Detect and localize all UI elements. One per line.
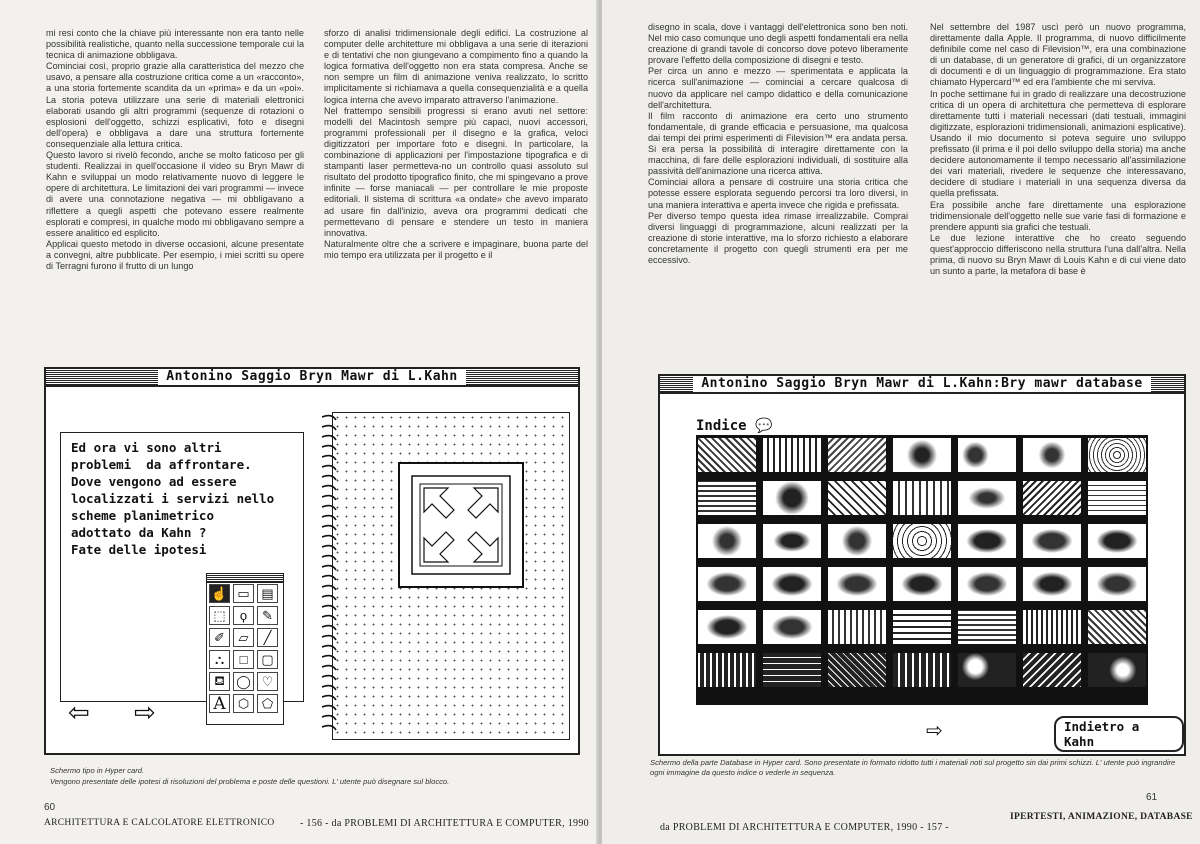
thumbnail[interactable] — [828, 481, 886, 515]
browse-hand-icon[interactable]: ☝ — [209, 584, 230, 603]
thumbnail[interactable] — [1023, 481, 1081, 515]
paragraph: Per circa un anno e mezzo — sperimentata e applicata la ricerca sull'animazione — cominciai a cercare qualcosa di nuovo da applicare nel campo didattico e della comunicazione dell'architettura. — [648, 66, 908, 110]
button-tool-icon[interactable]: ▭ — [233, 584, 254, 603]
page-number: 61 — [1146, 792, 1158, 803]
pencil-tool-icon[interactable]: ✎ — [257, 606, 278, 625]
polygon-tool-icon[interactable]: ⬡ — [233, 694, 254, 713]
rounded-rect-tool-icon[interactable]: ▢ — [257, 650, 278, 669]
select-tool-icon[interactable]: ⬚ — [209, 606, 230, 625]
next-card-arrow-icon[interactable]: ⇨ — [134, 697, 156, 727]
figure-caption: Vengono presentate delle ipotesi di risoluzioni del problema e poste delle questioni. L' utente può disegnare sul blocco. — [50, 777, 450, 786]
tool-palette — [206, 573, 284, 725]
window-title-bar[interactable] — [660, 376, 1184, 394]
thumbnail[interactable] — [828, 653, 886, 687]
window-title: Antonino Saggio Bryn Mawr di L.Kahn:Bry mawr database — [693, 376, 1150, 392]
previous-card-arrow-icon[interactable]: ⇦ — [68, 697, 90, 727]
index-heading — [696, 418, 772, 434]
lasso-tool-icon[interactable]: ϙ — [233, 606, 254, 625]
thumbnail[interactable] — [698, 481, 756, 515]
right-text-column-2 — [930, 22, 1186, 344]
thumbnail[interactable] — [828, 567, 886, 601]
paragraph: Le due lezione interattive che ho creato seguendo quest'approccio differiscono nella struttura l'una dall'altra. Nella prima, di nuovo su Bryn Mawr di Louis Kahn e di cui viene dato un sunto a parte, la metafora di base è — [930, 232, 1186, 277]
window-title: Antonino Saggio Bryn Mawr di L.Kahn — [158, 369, 465, 385]
thumbnail[interactable] — [763, 481, 821, 515]
thumbnail[interactable] — [698, 438, 756, 472]
thumbnail[interactable] — [893, 567, 951, 601]
thumbnail[interactable] — [1088, 438, 1146, 472]
oval-tool-icon[interactable]: ◯ — [233, 672, 254, 691]
thumbnail[interactable] — [763, 610, 821, 644]
thumbnail[interactable] — [1023, 438, 1081, 472]
thumbnail[interactable] — [698, 610, 756, 644]
back-to-kahn-button[interactable]: Indietro a Kahn — [1054, 716, 1184, 752]
paragraph: Cominciai allora a pensare di costruire una storia critica che potesse essere esplorata seguendo percorsi tra loro diversi, in una maniera interattiva e aperta invece che rigida e prefissata. — [648, 177, 908, 210]
paragraph: Cominciai così, proprio grazie alla caratteristica del mezzo che usavo, a pensare alla costruzione critica come a un «racconto», a una storia fortemente scandita da un «prima» e da un «poi». La storia poteva utilizzare una serie di materiali elettronici elaborati usando gli altri programmi (sequenze di rotazioni o esplosioni dell'oggetto, schizzi esplicativi, foto e disegni dell'opera) e obbligava a dare una struttura fortemente consequenziale alla lettura critica. — [46, 61, 304, 149]
hypercard-window — [44, 367, 580, 755]
paragraph: Applicai questo metodo in diverse occasioni, alcune presentate a convegni, altre pubblicate. Per esempio, i miei scritti su opere di Terragni furono il frutto di un lungo — [46, 238, 304, 271]
right-text-column-1 — [648, 22, 908, 344]
thumbnail[interactable] — [1088, 610, 1146, 644]
thumbnail[interactable] — [893, 438, 951, 472]
paragraph: Nel settembre del 1987 uscì però un nuovo programma, direttamente dalla Apple. Il programma, di nuovo difficilmente definibile come nel caso di Filevision™, era una combinazione di un database, di un generatore di grafici, di un organizzatore di documenti e di un linguaggio di programmazione. Era stato chiamato Hypercard™ ed era l'ambiente che mi serviva. — [930, 22, 1186, 88]
running-footer-right: IPERTESTI, ANIMAZIONE, DATABASE — [1010, 812, 1193, 822]
paragraph: Naturalmente oltre che a scrivere e impaginare, buona parte del mio tempo era utilizzata per il progetto e il — [324, 238, 588, 260]
thumbnail[interactable] — [763, 567, 821, 601]
thumbnail[interactable] — [1023, 653, 1081, 687]
running-footer-source: - 156 - da PROBLEMI DI ARCHITETTURA E COMPUTER, 1990 — [300, 818, 589, 829]
window-title-bar[interactable] — [46, 369, 578, 387]
paragraph: In poche settimane fui in grado di realizzare una decostruzione critica di un opera di architettura che permetteva di esplorare direttamente tutti i materiali necessari (dati testuali, immagini digitizzate, esplorazioni tridimensionali, animazioni esplicative). Usando il mio documento si poteva seguire uno sviluppo prefissato (il prima e il poi dello sviluppo della storia) ma anche decidere autonomamente il tempo necessario all'assimilazione dei vari materiali, rivedere le sequenze che interessavano, decidere di studiare i materiali in una sequenza diversa da quella prefissata. — [930, 88, 1186, 199]
thumbnail[interactable] — [1023, 567, 1081, 601]
database-window — [658, 374, 1186, 756]
thumbnail[interactable] — [893, 653, 951, 687]
thumbnail[interactable] — [698, 653, 756, 687]
paragraph: Questo lavoro si rivelò fecondo, anche se molto faticoso per gli studenti. Realizzai in quell'occasione il video su Bryn Mawr di Kahn e sviluppai un modo relativamente nuovo di leggere le opere di architettura. Le limitazioni dei vari programmi — invece di avere una connotazione negativa — mi obbligavano a riflettere a quegli aspetti che potevano essere realmente esplorati e compresi, in qualche modo mi obbligavano sempre a essere analitico ed esplicito. — [46, 150, 304, 238]
running-footer-source: da PROBLEMI DI ARCHITETTURA E COMPUTER, 1990 - 157 - — [660, 822, 949, 833]
page-number: 60 — [44, 802, 56, 813]
line-tool-icon[interactable]: ╱ — [257, 628, 278, 647]
thumbnail[interactable] — [1023, 610, 1081, 644]
paragraph: Il film racconto di animazione era certo uno strumento fondamentale, di grande efficacia e persuasione, ma qualcosa dai tempi dei primi esperimenti di Filevision™ era andata persa. Si era persa la possibilità di interagire direttamente con la macchina, di fare delle esplorazioni individuali, di sostituire alla passività dell'animazione una ricerca attiva. — [648, 110, 908, 177]
thumbnail[interactable] — [763, 653, 821, 687]
paragraph: Per diverso tempo questa idea rimase irrealizzabile. Comprai diversi linguaggi di programmazione, alcuni realizzati per la creazione di storie interattive, ma lo sforzo richiesto a elaborare concretamente il progetto con quegli strumenti era per me eccessivo. — [648, 210, 908, 265]
thumbnail-index-grid — [696, 435, 1148, 705]
left-text-column-2 — [324, 28, 588, 333]
brush-tool-icon[interactable]: ✐ — [209, 628, 230, 647]
figure-caption-title: Schermo tipo in Hyper card. — [50, 766, 145, 775]
right-page — [602, 0, 1200, 844]
running-footer-left: ARCHITETTURA E CALCOLATORE ELETTRONICO — [44, 818, 275, 828]
figure-caption: Schermo della parte Database in Hyper card. Sono presentate in formato ridotto tutti i materiali noti sul progetto sin dai primi schizzi. L' utente può ingrandire ogni immagine da questo indice o vederle in sequenza. — [650, 758, 1176, 777]
thumbnail[interactable] — [958, 610, 1016, 644]
thumbnail[interactable] — [893, 524, 951, 558]
curve-tool-icon[interactable]: ♡ — [257, 672, 278, 691]
text-tool-icon[interactable]: A — [209, 694, 230, 713]
next-arrow-icon[interactable]: ⇨ — [926, 720, 943, 742]
thumbnail[interactable] — [958, 653, 1016, 687]
thumbnail[interactable] — [1088, 567, 1146, 601]
spray-tool-icon[interactable]: ⛬ — [209, 650, 230, 669]
rectangle-tool-icon[interactable]: □ — [233, 650, 254, 669]
thumbnail[interactable] — [698, 524, 756, 558]
thumbnail[interactable] — [763, 524, 821, 558]
paragraph: Nel frattempo sensibili progressi si erano avuti nel settore: modelli del Macintosh sempre più capaci, nuovi accessori, programmi professionali per il disegno e la grafica, veloci digitizzatori per importare foto e disegni. In particolare, la combinazione di applicazioni per l'impostazione tipografica e di stampanti laser permetteva-no un controllo quasi assoluto sul risultato del prodotto tipografico finito, che mi spingevano a prove infinite — forse maniacali — per controllare le mie proposte editoriali. Il sistema di scrittura «a ondate» che avevo imparato ad usare fin dall'inizio, aveva ora programmi dedicati che permettevano di pensare e stendere un testo in maniera innovativa. — [324, 105, 588, 238]
freeform-polygon-tool-icon[interactable]: ⬠ — [257, 694, 278, 713]
thumbnail[interactable] — [828, 524, 886, 558]
thumbnail[interactable] — [1023, 524, 1081, 558]
thumbnail[interactable] — [893, 481, 951, 515]
floor-plan-drawing — [398, 462, 524, 588]
index-label: Indice — [696, 418, 747, 434]
thumbnail[interactable] — [828, 610, 886, 644]
card-text-box: Ed ora vi sono altri problemi da affrontare. Dove vengono ad essere localizzati i servizi nello scheme planimetrico adottato da Kahn ? Fate delle ipotesi — [60, 432, 304, 702]
thumbnail[interactable] — [1088, 481, 1146, 515]
thumbnail[interactable] — [958, 567, 1016, 601]
thumbnail[interactable] — [958, 481, 1016, 515]
thumbnail[interactable] — [893, 610, 951, 644]
paragraph: disegno in scala, dove i vantaggi dell'elettronica sono ben noti. Nel mio caso comunque uno degli aspetti fondamentali era nella creazione di grandi tavole di concorso dove potevo liberamente provare l'effetto della composizione di disegni e testo. — [648, 22, 908, 66]
speech-bubble-icon[interactable]: 💬 — [755, 418, 773, 434]
thumbnail[interactable] — [698, 567, 756, 601]
paragraph: Era possibile anche fare direttamente una esplorazione tridimensionale dell'oggetto nelle sue varie fasi di formazione e prendere appunti sia grafici che testuali. — [930, 199, 1186, 232]
paragraph: mi resi conto che la chiave più interessante non era tanto nelle possibilità realistiche, quanto nella successione temporale cui la tecnica di animazione obbligava. — [46, 28, 304, 61]
thumbnail[interactable] — [828, 438, 886, 472]
bucket-tool-icon[interactable]: ⛾ — [209, 672, 230, 691]
thumbnail[interactable] — [1088, 653, 1146, 687]
notebook-spiral — [316, 411, 338, 739]
eraser-tool-icon[interactable]: ▱ — [233, 628, 254, 647]
thumbnail[interactable] — [958, 438, 1016, 472]
thumbnail[interactable] — [763, 438, 821, 472]
field-tool-icon[interactable]: ▤ — [257, 584, 278, 603]
paragraph: sforzo di analisi tridimensionale degli edifici. La costruzione al computer delle architetture mi obbligava a una serie di iterazioni e di tentativi che non giungevano a compimento fino a quando la logica formativa dell'oggetto non era stata compresa. Anche se non sempre un film di animazione veniva realizzato, lo scritto implicitamente si richiamava a quella consequenzialità e a quella logica interna che avevo imparato attraverso l'animazione. — [324, 28, 588, 105]
thumbnail[interactable] — [1088, 524, 1146, 558]
palette-drag-bar[interactable] — [207, 574, 283, 583]
left-page — [0, 0, 598, 844]
left-text-column-1 — [46, 28, 304, 333]
thumbnail[interactable] — [958, 524, 1016, 558]
